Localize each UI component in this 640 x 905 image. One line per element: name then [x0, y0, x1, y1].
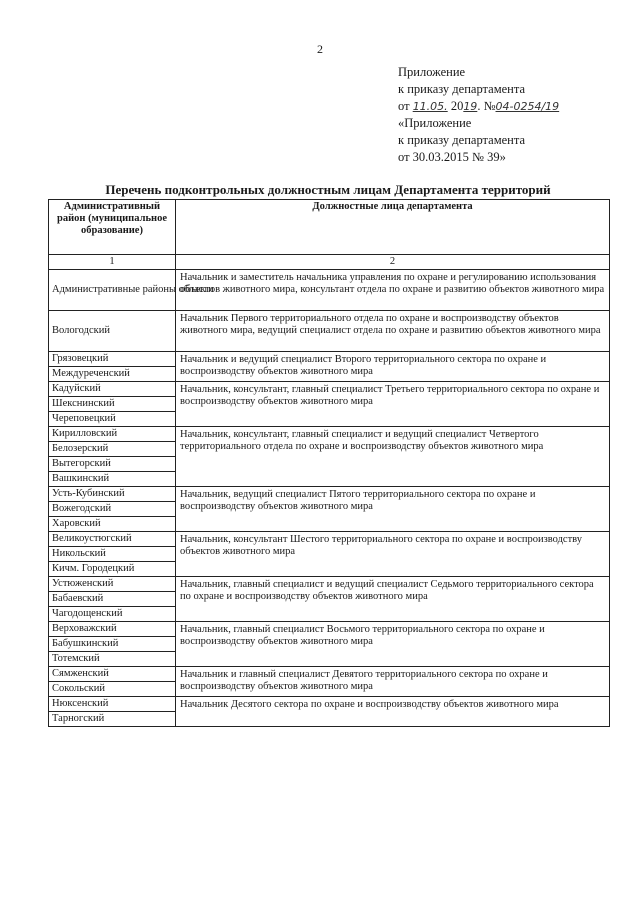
appendix-line-2: к приказу департамента — [398, 82, 526, 96]
district-cell: Череповецкий — [49, 412, 176, 427]
district-cell: Бабушкинский — [49, 637, 176, 652]
handwritten-year: 19 — [463, 100, 478, 113]
district-cell: Кирилловский — [49, 427, 176, 442]
district-cell: Бабаевский — [49, 592, 176, 607]
appendix-line-6: от 30.03.2015 № 39» — [398, 150, 506, 164]
district-cell: Харовский — [49, 517, 176, 532]
district-cell: Верховажский — [49, 622, 176, 637]
district-cell: Никольский — [49, 547, 176, 562]
district-cell: Великоустюгский — [49, 532, 176, 547]
district-cell: Устюженский — [49, 577, 176, 592]
table-row — [49, 667, 610, 682]
table-row — [49, 487, 610, 502]
table-row — [49, 697, 610, 712]
table-number-row — [49, 255, 610, 270]
district-cell: Усть-Кубинский — [49, 487, 176, 502]
table-row — [49, 427, 610, 442]
table-row — [49, 382, 610, 397]
district-cell: Шекснинский — [49, 397, 176, 412]
officials-cell: Начальник и заместитель начальника управления по охране и регулированию использования объектов животного мира, консультант отдела по охране и развитию объектов животного мира — [176, 270, 610, 311]
district-cell: Административные районы области — [49, 270, 176, 311]
district-cell: Кадуйский — [49, 382, 176, 397]
officials-cell: Начальник и главный специалист Девятого территориального сектора по охране и воспроизводству объектов животного мира — [176, 667, 610, 697]
officials-cell: Начальник, главный специалист и ведущий специалист Седьмого территориального сектора по охране и воспроизводству объектов животного мира — [176, 577, 610, 622]
officials-cell: Начальник, консультант, главный специалист Третьего территориального сектора по охране и воспроизводству объектов животного мира — [176, 382, 610, 427]
document-title: Перечень подконтрольных должностным лицам Департамента территорий — [105, 182, 551, 197]
district-cell: Кичм. Городецкий — [49, 562, 176, 577]
district-cell: Вашкинский — [49, 472, 176, 487]
table-row — [49, 311, 610, 352]
district-cell: Тотемский — [49, 652, 176, 667]
table-row — [49, 577, 610, 592]
table-row — [49, 352, 610, 367]
district-cell: Сямженский — [49, 667, 176, 682]
appendix-line-3: от 11.05. 2019. №04-0254/19 — [398, 99, 560, 113]
district-cell: Нюксенский — [49, 697, 176, 712]
district-cell: Сокольский — [49, 682, 176, 697]
district-cell: Междуреченский — [49, 367, 176, 382]
district-cell: Грязовецкий — [49, 352, 176, 367]
appendix-block — [398, 64, 628, 166]
appendix-line-1: Приложение — [398, 65, 466, 79]
district-cell: Белозерский — [49, 442, 176, 457]
page-number: 2 — [317, 42, 323, 56]
officials-cell: Начальник Десятого сектора по охране и воспроизводству объектов животного мира — [176, 697, 610, 727]
table-row — [49, 532, 610, 547]
district-cell: Чагодощенский — [49, 607, 176, 622]
table-header-row — [49, 200, 610, 255]
appendix-line-5: к приказу департамента — [398, 133, 526, 147]
table-body — [49, 270, 610, 727]
district-cell: Вологодский — [49, 311, 176, 352]
handwritten-number: 04-0254/19 — [495, 100, 560, 113]
districts-table — [48, 199, 610, 727]
column-number-2: 2 — [176, 255, 610, 270]
table-row — [49, 270, 610, 311]
officials-cell: Начальник, главный специалист Восьмого территориального сектора по охране и воспроизводству объектов животного мира — [176, 622, 610, 667]
officials-cell: Начальник и ведущий специалист Второго территориального сектора по охране и воспроизводству объектов животного мира — [176, 352, 610, 382]
appendix-line-4: «Приложение — [398, 116, 472, 130]
district-cell: Вожегодский — [49, 502, 176, 517]
officials-cell: Начальник Первого территориального отдела по охране и воспроизводству объектов животного мира, ведущий специалист отдела по охране и развитию объектов животного мира — [176, 311, 610, 352]
district-cell: Тарногский — [49, 712, 176, 727]
header-district: Административный район (муниципальное образование) — [49, 200, 176, 255]
officials-cell: Начальник, консультант, главный специалист и ведущий специалист Четвертого территориального отдела по охране и воспроизводству объектов животного мира — [176, 427, 610, 487]
district-cell: Вытегорский — [49, 457, 176, 472]
column-number-1: 1 — [49, 255, 176, 270]
appendix-number-sign: № — [483, 99, 496, 113]
appendix-date-prefix: от — [398, 99, 410, 113]
officials-cell: Начальник, ведущий специалист Пятого территориального сектора по охране и воспроизводству объектов животного мира — [176, 487, 610, 532]
header-officials: Должностные лица департамента — [176, 200, 610, 255]
appendix-year-prefix: 20 — [450, 99, 464, 113]
handwritten-date: 11.05. — [412, 100, 448, 113]
table-row — [49, 622, 610, 637]
officials-cell: Начальник, консультант Шестого территориального сектора по охране и воспроизводству объектов животного мира — [176, 532, 610, 577]
